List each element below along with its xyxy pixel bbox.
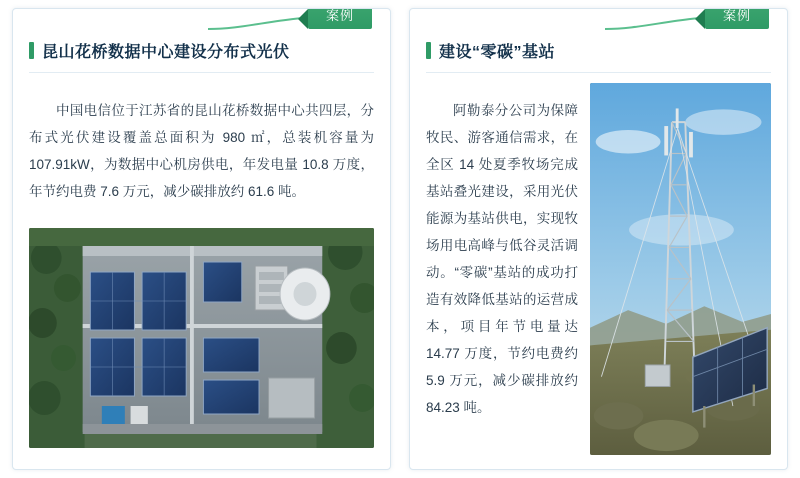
ribbon-badge-right: 案例 — [705, 8, 769, 29]
card-title-text: 昆山花桥数据中心建设分布式光伏 — [42, 44, 290, 61]
title-divider — [29, 72, 374, 73]
card-title-right — [426, 39, 771, 62]
case-card-left — [12, 8, 391, 470]
title-accent-bar-icon — [29, 42, 34, 59]
card-title-left — [29, 39, 374, 62]
card-title-text: 建设“零碳”基站 — [439, 44, 556, 61]
card-content-row — [426, 83, 771, 455]
card-body-text-right: 阿勒泰分公司为保障牧民、游客通信需求，在全区 14 处夏季牧场完成基站叠光建设，采用光伏能源为基站供电，实现牧场用电高峰与低谷灵活调动。“零碳”基站的成功打造有效降低基站的运营成本，项目年节电量达 14.77 万度，节约电费约 5.9 万元，减少碳排放约 84.23 吨。 — [426, 102, 578, 415]
title-divider — [426, 72, 771, 73]
title-accent-bar-icon — [426, 42, 431, 59]
case-card-right — [409, 8, 788, 470]
ribbon-badge-left: 案例 — [308, 8, 372, 29]
card-body-text-left: 中国电信位于江苏省的昆山花桥数据中心共四层，分布式光伏建设覆盖总面积为 980 ㎡，总装机容量为 107.91kW，为数据中心机房供电，年发电量 10.8 万度，年节约电费 7.6 万元，减少碳排放约 61.6 吨。 — [29, 102, 374, 199]
case-photo-right — [590, 83, 771, 455]
case-photo-left — [29, 228, 374, 448]
